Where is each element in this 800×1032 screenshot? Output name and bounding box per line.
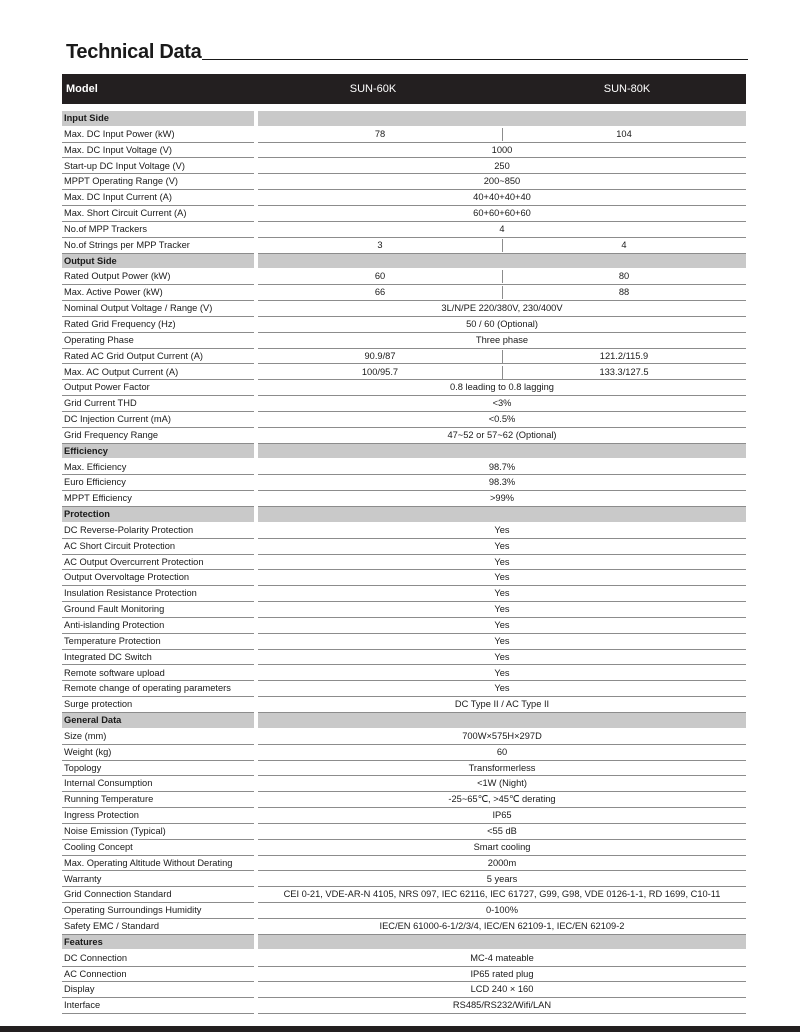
value-shared: Yes <box>494 683 510 694</box>
header-model-2: SUN-80K <box>603 83 651 95</box>
section-title: Output Side <box>62 254 254 269</box>
table-row <box>62 412 746 428</box>
value-model-1: 60 <box>374 271 386 282</box>
section-header <box>62 713 746 729</box>
table-row <box>62 428 746 444</box>
row-label: No.of Strings per MPP Tracker <box>64 239 190 250</box>
table-row <box>62 301 746 317</box>
value-shared: IEC/EN 61000-6-1/2/3/4, IEC/EN 62109-1, IEC/EN 62109-2 <box>379 921 625 932</box>
table-row <box>62 396 746 412</box>
table-header <box>62 74 746 104</box>
value-shared: Transformerless <box>468 762 536 773</box>
value-shared: 98.3% <box>488 477 516 488</box>
value-shared: Yes <box>494 588 510 599</box>
row-label: Operating Phase <box>64 334 134 345</box>
table-row <box>62 840 746 856</box>
row-label: Internal Consumption <box>64 778 153 789</box>
value-shared: 1000 <box>491 144 513 155</box>
footer-bar <box>0 1026 800 1032</box>
value-model-1: 3 <box>377 239 383 250</box>
row-divider <box>62 1013 254 1014</box>
table-row <box>62 555 746 571</box>
section-header <box>62 254 746 270</box>
table-row <box>62 697 746 713</box>
row-label: Max. DC Input Current (A) <box>64 192 172 203</box>
table-row <box>62 523 746 539</box>
table-row <box>62 222 746 238</box>
table-row <box>62 792 746 808</box>
value-shared: -25~65℃, >45℃ derating <box>448 794 556 805</box>
table-row <box>62 967 746 983</box>
row-label: DC Connection <box>64 952 128 963</box>
value-model-2: 133.3/127.5 <box>599 366 649 377</box>
section-title: Input Side <box>62 111 254 126</box>
row-label: Temperature Protection <box>64 635 161 646</box>
table-row <box>62 159 746 175</box>
table-row <box>62 650 746 666</box>
row-label: MPPT Operating Range (V) <box>64 176 179 187</box>
row-label: Remote software upload <box>64 667 165 678</box>
row-label: Max. AC Output Current (A) <box>64 366 179 377</box>
value-shared: Yes <box>494 540 510 551</box>
table-row <box>62 856 746 872</box>
row-label: Ingress Protection <box>64 810 139 821</box>
row-label: Remote change of operating parameters <box>64 683 231 694</box>
value-shared: <1W (Night) <box>477 778 527 789</box>
table-row <box>62 127 746 143</box>
section-header <box>62 111 746 127</box>
table-row <box>62 333 746 349</box>
table-row <box>62 238 746 254</box>
section-title: Protection <box>62 507 254 522</box>
value-shared: <0.5% <box>488 414 516 425</box>
row-label: AC Output Overcurrent Protection <box>64 556 204 567</box>
section-header <box>62 444 746 460</box>
table-row <box>62 380 746 396</box>
value-model-1: 78 <box>374 128 386 139</box>
row-label: Output Power Factor <box>64 382 150 393</box>
row-label: AC Short Circuit Protection <box>64 540 176 551</box>
table-row <box>62 808 746 824</box>
value-shared: Three phase <box>475 334 529 345</box>
value-shared: Yes <box>494 556 510 567</box>
section-bar <box>258 935 746 950</box>
table-row <box>62 618 746 634</box>
value-model-2: 88 <box>618 287 630 298</box>
row-label: Safety EMC / Standard <box>64 921 160 932</box>
table-row <box>62 951 746 967</box>
table-row <box>62 475 746 491</box>
row-label: MPPT Efficiency <box>64 493 132 504</box>
row-label: Noise Emission (Typical) <box>64 825 166 836</box>
table-row <box>62 919 746 935</box>
row-label: Integrated DC Switch <box>64 651 152 662</box>
table-row <box>62 681 746 697</box>
section-header <box>62 507 746 523</box>
value-model-2: 80 <box>618 271 630 282</box>
row-label: Interface <box>64 1000 101 1011</box>
value-shared: 4 <box>499 223 505 234</box>
row-label: Insulation Resistance Protection <box>64 588 197 599</box>
row-label: Rated Grid Frequency (Hz) <box>64 318 176 329</box>
row-label: Cooling Concept <box>64 841 133 852</box>
row-label: Surge protection <box>64 699 133 710</box>
row-label: Grid Connection Standard <box>64 889 172 900</box>
value-model-1: 100/95.7 <box>361 366 399 377</box>
row-label: Grid Frequency Range <box>64 429 159 440</box>
value-model-2: 104 <box>616 128 632 139</box>
table-row <box>62 776 746 792</box>
table-row <box>62 729 746 745</box>
section-bar <box>258 713 746 728</box>
value-shared: 60+60+60+60 <box>473 208 531 219</box>
section-title: General Data <box>62 713 254 728</box>
row-label: AC Connection <box>64 968 127 979</box>
section-bar <box>258 254 746 269</box>
table-row <box>62 602 746 618</box>
table-row <box>62 460 746 476</box>
table-row <box>62 903 746 919</box>
title-block <box>66 40 748 64</box>
value-shared: Yes <box>494 635 510 646</box>
row-label: Euro Efficiency <box>64 477 126 488</box>
section-bar <box>258 507 746 522</box>
value-shared: MC-4 mateable <box>470 952 534 963</box>
table-row <box>62 570 746 586</box>
table-row <box>62 586 746 602</box>
table-row <box>62 174 746 190</box>
section-header <box>62 935 746 951</box>
value-shared: 5 years <box>486 873 518 884</box>
row-label: Output Overvoltage Protection <box>64 572 190 583</box>
value-shared: 200~850 <box>483 176 521 187</box>
value-shared: 98.7% <box>488 461 516 472</box>
value-shared: <55 dB <box>487 825 517 836</box>
row-label: Weight (kg) <box>64 746 112 757</box>
section-title: Efficiency <box>62 444 254 459</box>
table-row <box>62 745 746 761</box>
header-model-1: SUN-60K <box>349 83 397 95</box>
value-model-2: 4 <box>621 239 627 250</box>
header-model-label: Model <box>66 83 98 95</box>
page-title: Technical Data <box>66 41 202 63</box>
table-row <box>62 143 746 159</box>
value-model-2: 121.2/115.9 <box>599 350 649 361</box>
value-shared: Yes <box>494 667 510 678</box>
table-row <box>62 365 746 381</box>
section-bar <box>258 111 746 126</box>
value-shared: 60 <box>496 746 508 757</box>
table-row <box>62 872 746 888</box>
value-shared: 47~52 or 57~62 (Optional) <box>447 429 557 440</box>
value-shared: 50 / 60 (Optional) <box>466 318 538 329</box>
table-row <box>62 206 746 222</box>
row-label: Rated AC Grid Output Current (A) <box>64 350 203 361</box>
row-label: Max. Efficiency <box>64 461 127 472</box>
table-row <box>62 998 746 1014</box>
row-label: Ground Fault Monitoring <box>64 604 165 615</box>
value-shared: 700W×575H×297D <box>462 730 542 741</box>
value-shared: 0-100% <box>485 905 519 916</box>
row-label: Anti-islanding Protection <box>64 620 165 630</box>
row-label: DC Injection Current (mA) <box>64 414 171 425</box>
row-label: No.of MPP Trackers <box>64 223 148 234</box>
value-model-1: 90.9/87 <box>364 350 396 361</box>
value-shared: 250 <box>494 160 510 171</box>
table-row <box>62 887 746 903</box>
value-shared: >99% <box>489 493 515 504</box>
value-shared: DC Type II / AC Type II <box>454 699 550 710</box>
row-label: Running Temperature <box>64 794 154 805</box>
row-label: Size (mm) <box>64 730 107 741</box>
row-label: Max. Active Power (kW) <box>64 287 163 298</box>
table-row <box>62 349 746 365</box>
section-bar <box>258 444 746 459</box>
value-shared: 40+40+40+40 <box>473 192 531 203</box>
row-label: Max. DC Input Power (kW) <box>64 128 175 139</box>
row-label: Topology <box>64 762 102 773</box>
row-label: DC Reverse-Polarity Protection <box>64 524 194 535</box>
table-row <box>62 761 746 777</box>
row-label: Rated Output Power (kW) <box>64 271 171 282</box>
row-label: Start-up DC Input Voltage (V) <box>64 160 185 171</box>
value-shared: Yes <box>494 604 510 615</box>
table-row <box>62 982 746 998</box>
table-row <box>62 491 746 507</box>
value-shared: 2000m <box>487 857 517 868</box>
value-shared: Yes <box>494 620 510 630</box>
row-label: Max. Operating Altitude Without Derating <box>64 857 233 868</box>
table-row <box>62 317 746 333</box>
row-label: Warranty <box>64 873 102 884</box>
row-label: Grid Current THD <box>64 398 137 409</box>
table-row <box>62 539 746 555</box>
value-model-1: 66 <box>374 287 386 298</box>
table-row <box>62 634 746 650</box>
value-shared: Yes <box>494 572 510 583</box>
value-shared: 0.8 leading to 0.8 lagging <box>450 382 554 393</box>
value-shared: RS485/RS232/Wifi/LAN <box>452 1000 552 1011</box>
value-shared: CEI 0-21, VDE-AR-N 4105, NRS 097, IEC 62116, IEC 61727, G99, G98, VDE 0126-1-1, RD 1699, C10-11 <box>283 889 721 900</box>
value-shared: IP65 <box>492 810 512 821</box>
row-label: Nominal Output Voltage / Range (V) <box>64 303 213 314</box>
title-rule <box>202 59 748 60</box>
table-row <box>62 285 746 301</box>
value-shared: Yes <box>494 524 510 535</box>
row-label: Display <box>64 984 95 995</box>
value-shared: 3L/N/PE 220/380V, 230/400V <box>441 303 563 314</box>
table-row <box>62 190 746 206</box>
section-title: Features <box>62 935 254 950</box>
row-label: Max. DC Input Voltage (V) <box>64 144 172 155</box>
value-shared: Yes <box>494 651 510 662</box>
value-shared: IP65 rated plug <box>470 968 534 979</box>
value-shared: Smart cooling <box>473 841 531 852</box>
table-row <box>62 666 746 682</box>
row-label: Max. Short Circuit Current (A) <box>64 208 187 219</box>
value-shared: LCD 240 × 160 <box>470 984 534 995</box>
table-row <box>62 824 746 840</box>
row-label: Operating Surroundings Humidity <box>64 905 202 916</box>
spec-table <box>62 111 746 1014</box>
value-shared: <3% <box>492 398 512 409</box>
table-row <box>62 269 746 285</box>
